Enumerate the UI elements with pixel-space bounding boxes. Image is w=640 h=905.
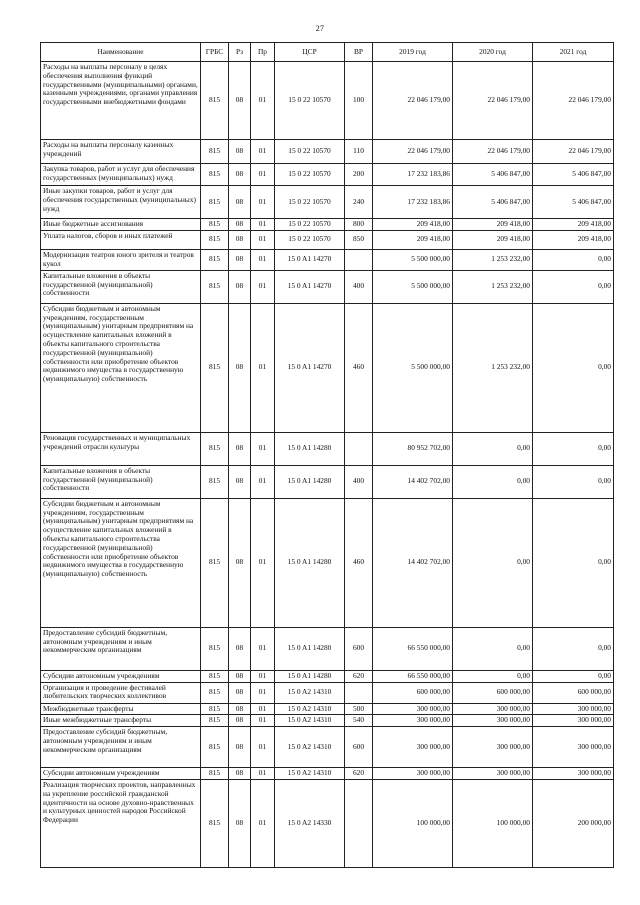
row-vr: 200 xyxy=(345,164,373,186)
row-grbs: 815 xyxy=(201,498,229,627)
row-grbs: 815 xyxy=(201,432,229,465)
row-2021: 22 046 179,00 xyxy=(533,140,614,164)
row-2019: 22 046 179,00 xyxy=(373,62,453,140)
header-2019: 2019 год xyxy=(373,43,453,62)
row-rz: 08 xyxy=(229,703,251,715)
row-2019: 300 000,00 xyxy=(373,768,453,780)
row-name: Расходы на выплаты персоналу в целях обеспечения выполнения функций государственными (муниципальными) органами, казенными учреждениями, органами управления государственными внебюджетными фондами xyxy=(41,62,201,140)
row-2019: 14 402 702,00 xyxy=(373,465,453,498)
table-row xyxy=(41,627,614,670)
row-rz: 08 xyxy=(229,670,251,682)
row-2021: 0,00 xyxy=(533,670,614,682)
row-2021: 0,00 xyxy=(533,303,614,432)
row-grbs: 815 xyxy=(201,140,229,164)
row-vr: 240 xyxy=(345,186,373,219)
row-grbs: 815 xyxy=(201,230,229,249)
row-csr: 15 0 A1 14280 xyxy=(275,432,345,465)
row-2020: 0,00 xyxy=(453,432,533,465)
row-vr: 460 xyxy=(345,303,373,432)
row-csr: 15 0 22 10570 xyxy=(275,62,345,140)
row-2021: 5 406 847,00 xyxy=(533,164,614,186)
row-vr: 620 xyxy=(345,670,373,682)
row-2020: 0,00 xyxy=(453,627,533,670)
row-grbs: 815 xyxy=(201,670,229,682)
row-pr: 01 xyxy=(251,432,275,465)
row-pr: 01 xyxy=(251,164,275,186)
row-grbs: 815 xyxy=(201,270,229,303)
row-grbs: 815 xyxy=(201,62,229,140)
row-name: Иные межбюджетные трансферты xyxy=(41,715,201,727)
row-csr: 15 0 A2 14310 xyxy=(275,727,345,768)
row-pr: 01 xyxy=(251,230,275,249)
table-row xyxy=(41,498,614,627)
row-2021: 300 000,00 xyxy=(533,715,614,727)
row-2021: 209 418,00 xyxy=(533,219,614,231)
row-rz: 08 xyxy=(229,270,251,303)
table-row xyxy=(41,219,614,231)
row-csr: 15 0 A1 14280 xyxy=(275,498,345,627)
row-2021: 22 046 179,00 xyxy=(533,62,614,140)
row-grbs: 815 xyxy=(201,219,229,231)
row-name: Субсидии бюджетным и автономным учреждениям, государственным (муниципальным) унитарным предприятиям на осуществление капитальных вложений в объекты капитального строительства государственной (муниципальной) собственности или приобретение объектов недвижимого имущества в государственную (муниципальную) собственность xyxy=(41,498,201,627)
row-vr: 460 xyxy=(345,498,373,627)
row-pr: 01 xyxy=(251,727,275,768)
row-grbs: 815 xyxy=(201,682,229,703)
row-2021: 5 406 847,00 xyxy=(533,186,614,219)
row-2020: 22 046 179,00 xyxy=(453,62,533,140)
table-row xyxy=(41,140,614,164)
row-2020: 5 406 847,00 xyxy=(453,164,533,186)
row-csr: 15 0 A1 14280 xyxy=(275,670,345,682)
row-name: Субсидии автономным учреждениям xyxy=(41,670,201,682)
row-pr: 01 xyxy=(251,186,275,219)
table-row xyxy=(41,62,614,140)
row-pr: 01 xyxy=(251,670,275,682)
row-2021: 200 000,00 xyxy=(533,779,614,867)
row-2021: 209 418,00 xyxy=(533,230,614,249)
row-rz: 08 xyxy=(229,140,251,164)
row-2020: 1 253 232,00 xyxy=(453,270,533,303)
row-csr: 15 0 A1 14270 xyxy=(275,303,345,432)
row-2019: 5 500 000,00 xyxy=(373,270,453,303)
row-vr: 600 xyxy=(345,727,373,768)
row-2019: 14 402 702,00 xyxy=(373,498,453,627)
row-2020: 209 418,00 xyxy=(453,219,533,231)
table-row xyxy=(41,682,614,703)
header-name: Наименование xyxy=(41,43,201,62)
row-rz: 08 xyxy=(229,498,251,627)
row-rz: 08 xyxy=(229,230,251,249)
row-grbs: 815 xyxy=(201,703,229,715)
row-pr: 01 xyxy=(251,303,275,432)
header-2020: 2020 год xyxy=(453,43,533,62)
row-grbs: 815 xyxy=(201,768,229,780)
row-rz: 08 xyxy=(229,62,251,140)
row-pr: 01 xyxy=(251,779,275,867)
row-csr: 15 0 A2 14330 xyxy=(275,779,345,867)
row-pr: 01 xyxy=(251,249,275,270)
row-2021: 0,00 xyxy=(533,465,614,498)
row-name: Иные закупки товаров, работ и услуг для обеспечения государственных (муниципальных) нужд xyxy=(41,186,201,219)
row-2020: 209 418,00 xyxy=(453,230,533,249)
row-2019: 209 418,00 xyxy=(373,219,453,231)
row-2020: 0,00 xyxy=(453,498,533,627)
header-csr: ЦСР xyxy=(275,43,345,62)
row-rz: 08 xyxy=(229,715,251,727)
row-csr: 15 0 A1 14280 xyxy=(275,627,345,670)
row-name: Субсидии бюджетным и автономным учреждениям, государственным (муниципальным) унитарным предприятиям на осуществление капитальных вложений в объекты капитального строительства государственной (муниципальной) собственности или приобретение объектов недвижимого имущества в государственную (муниципальную) собственность xyxy=(41,303,201,432)
header-rz: Рз xyxy=(229,43,251,62)
row-name: Организация и проведение фестивалей любительских творческих коллективов xyxy=(41,682,201,703)
row-vr: 110 xyxy=(345,140,373,164)
row-rz: 08 xyxy=(229,465,251,498)
row-csr: 15 0 22 10570 xyxy=(275,186,345,219)
row-2021: 0,00 xyxy=(533,498,614,627)
row-2020: 1 253 232,00 xyxy=(453,249,533,270)
row-rz: 08 xyxy=(229,727,251,768)
table-row xyxy=(41,465,614,498)
row-vr xyxy=(345,779,373,867)
row-name: Межбюджетные трансферты xyxy=(41,703,201,715)
row-2021: 0,00 xyxy=(533,627,614,670)
row-2020: 300 000,00 xyxy=(453,727,533,768)
table-row xyxy=(41,249,614,270)
row-name: Модернизация театров юного зрителя и театров кукол xyxy=(41,249,201,270)
row-grbs: 815 xyxy=(201,303,229,432)
page-number: 27 xyxy=(315,24,325,33)
row-vr: 100 xyxy=(345,62,373,140)
row-2019: 66 550 000,00 xyxy=(373,627,453,670)
row-vr: 620 xyxy=(345,768,373,780)
row-2019: 80 952 702,00 xyxy=(373,432,453,465)
row-2019: 600 000,00 xyxy=(373,682,453,703)
row-name: Уплата налогов, сборов и иных платежей xyxy=(41,230,201,249)
row-vr: 540 xyxy=(345,715,373,727)
row-2019: 100 000,00 xyxy=(373,779,453,867)
row-grbs: 815 xyxy=(201,186,229,219)
row-2021: 300 000,00 xyxy=(533,727,614,768)
row-pr: 01 xyxy=(251,682,275,703)
table-header-row xyxy=(41,43,614,62)
table-row xyxy=(41,715,614,727)
row-csr: 15 0 A2 14310 xyxy=(275,703,345,715)
row-rz: 08 xyxy=(229,682,251,703)
row-pr: 01 xyxy=(251,140,275,164)
row-name: Реновация государственных и муниципальных учреждений отрасли культуры xyxy=(41,432,201,465)
row-csr: 15 0 A2 14310 xyxy=(275,682,345,703)
row-rz: 08 xyxy=(229,303,251,432)
table-row xyxy=(41,779,614,867)
header-vr: ВР xyxy=(345,43,373,62)
row-grbs: 815 xyxy=(201,779,229,867)
row-rz: 08 xyxy=(229,186,251,219)
row-pr: 01 xyxy=(251,768,275,780)
row-2020: 1 253 232,00 xyxy=(453,303,533,432)
row-pr: 01 xyxy=(251,498,275,627)
row-grbs: 815 xyxy=(201,715,229,727)
row-name: Субсидии автономным учреждениям xyxy=(41,768,201,780)
table-row xyxy=(41,703,614,715)
row-2021: 0,00 xyxy=(533,270,614,303)
row-2021: 0,00 xyxy=(533,249,614,270)
row-name: Предоставление субсидий бюджетным, автономным учреждениям и иным некоммерческим организациям xyxy=(41,727,201,768)
row-csr: 15 0 22 10570 xyxy=(275,164,345,186)
row-pr: 01 xyxy=(251,219,275,231)
row-vr xyxy=(345,432,373,465)
row-2020: 600 000,00 xyxy=(453,682,533,703)
header-pr: Пр xyxy=(251,43,275,62)
row-2020: 300 000,00 xyxy=(453,703,533,715)
row-vr xyxy=(345,682,373,703)
row-2019: 22 046 179,00 xyxy=(373,140,453,164)
row-2019: 5 500 000,00 xyxy=(373,303,453,432)
row-rz: 08 xyxy=(229,219,251,231)
row-csr: 15 0 22 10570 xyxy=(275,140,345,164)
row-name: Реализация творческих проектов, направленных на укрепление российской гражданской идентичности на основе духовно-нравственных и культурных ценностей народов Российской Федерации xyxy=(41,779,201,867)
header-grbs: ГРБС xyxy=(201,43,229,62)
row-pr: 01 xyxy=(251,703,275,715)
row-csr: 15 0 A1 14270 xyxy=(275,270,345,303)
row-name: Расходы на выплаты персоналу казенных учреждений xyxy=(41,140,201,164)
row-2020: 100 000,00 xyxy=(453,779,533,867)
table-row xyxy=(41,303,614,432)
budget-table xyxy=(40,42,614,868)
row-rz: 08 xyxy=(229,164,251,186)
row-name: Предоставление субсидий бюджетным, автономным учреждениям и иным некоммерческим организациям xyxy=(41,627,201,670)
header-2021: 2021 год xyxy=(533,43,614,62)
row-csr: 15 0 A1 14280 xyxy=(275,465,345,498)
row-2020: 22 046 179,00 xyxy=(453,140,533,164)
row-2019: 17 232 183,86 xyxy=(373,164,453,186)
table-row xyxy=(41,270,614,303)
table-row xyxy=(41,186,614,219)
row-2020: 300 000,00 xyxy=(453,715,533,727)
row-2020: 5 406 847,00 xyxy=(453,186,533,219)
row-rz: 08 xyxy=(229,779,251,867)
row-rz: 08 xyxy=(229,249,251,270)
row-csr: 15 0 22 10570 xyxy=(275,219,345,231)
row-grbs: 815 xyxy=(201,465,229,498)
row-2019: 300 000,00 xyxy=(373,715,453,727)
row-2019: 66 550 000,00 xyxy=(373,670,453,682)
table-row xyxy=(41,164,614,186)
row-csr: 15 0 A2 14310 xyxy=(275,768,345,780)
row-vr: 850 xyxy=(345,230,373,249)
row-pr: 01 xyxy=(251,465,275,498)
row-2020: 300 000,00 xyxy=(453,768,533,780)
row-vr: 500 xyxy=(345,703,373,715)
row-csr: 15 0 22 10570 xyxy=(275,230,345,249)
row-2020: 0,00 xyxy=(453,465,533,498)
row-2019: 300 000,00 xyxy=(373,727,453,768)
row-vr: 600 xyxy=(345,627,373,670)
row-grbs: 815 xyxy=(201,727,229,768)
row-name: Иные бюджетные ассигнования xyxy=(41,219,201,231)
row-pr: 01 xyxy=(251,62,275,140)
row-2021: 0,00 xyxy=(533,432,614,465)
row-vr: 400 xyxy=(345,270,373,303)
row-grbs: 815 xyxy=(201,249,229,270)
row-csr: 15 0 A1 14270 xyxy=(275,249,345,270)
row-vr: 400 xyxy=(345,465,373,498)
row-grbs: 815 xyxy=(201,627,229,670)
row-2020: 0,00 xyxy=(453,670,533,682)
row-2019: 209 418,00 xyxy=(373,230,453,249)
row-2021: 300 000,00 xyxy=(533,703,614,715)
row-vr: 800 xyxy=(345,219,373,231)
row-name: Закупка товаров, работ и услуг для обеспечения государственных (муниципальных) нужд xyxy=(41,164,201,186)
row-csr: 15 0 A2 14310 xyxy=(275,715,345,727)
row-2021: 600 000,00 xyxy=(533,682,614,703)
table-row xyxy=(41,670,614,682)
row-vr xyxy=(345,249,373,270)
row-pr: 01 xyxy=(251,270,275,303)
row-2019: 5 500 000,00 xyxy=(373,249,453,270)
row-name: Капитальные вложения в объекты государственной (муниципальной) собственности xyxy=(41,465,201,498)
table-row xyxy=(41,727,614,768)
table-row xyxy=(41,432,614,465)
table-row xyxy=(41,230,614,249)
row-2019: 17 232 183,86 xyxy=(373,186,453,219)
row-pr: 01 xyxy=(251,715,275,727)
row-2019: 300 000,00 xyxy=(373,703,453,715)
row-name: Капитальные вложения в объекты государственной (муниципальной) собственности xyxy=(41,270,201,303)
row-rz: 08 xyxy=(229,432,251,465)
table-row xyxy=(41,768,614,780)
row-rz: 08 xyxy=(229,768,251,780)
row-pr: 01 xyxy=(251,627,275,670)
row-2021: 300 000,00 xyxy=(533,768,614,780)
row-grbs: 815 xyxy=(201,164,229,186)
row-rz: 08 xyxy=(229,627,251,670)
